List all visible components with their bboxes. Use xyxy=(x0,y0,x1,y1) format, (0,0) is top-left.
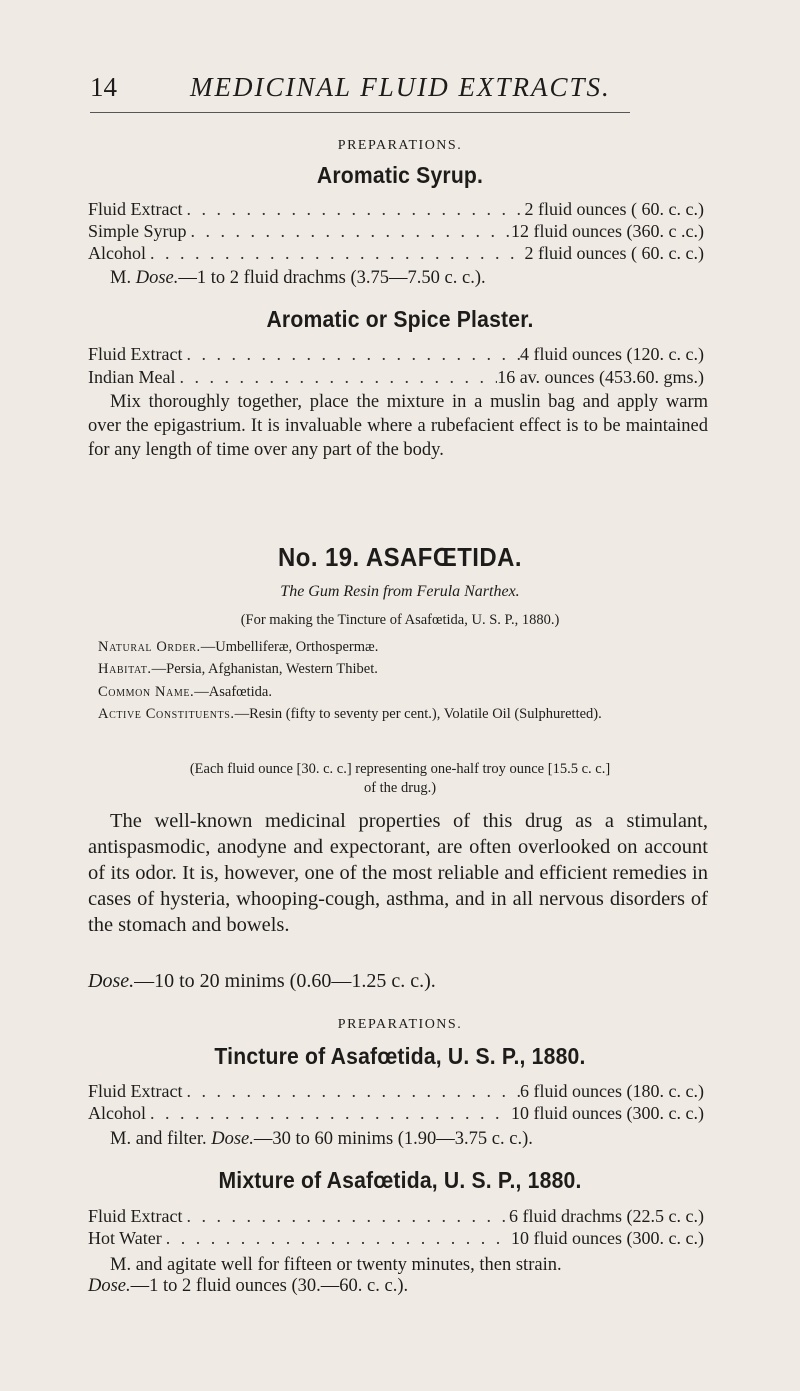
recipe-row xyxy=(88,243,704,267)
common-name xyxy=(98,683,718,702)
dose-label: Dose. xyxy=(211,1129,254,1149)
active-constituents xyxy=(98,705,728,724)
natural-order-value: —Umbelliferæ, Orthospermæ. xyxy=(200,639,379,655)
dose-label: Dose. xyxy=(135,268,179,288)
ingredient: Fluid Extract xyxy=(88,344,183,364)
ingredient: Alcohol xyxy=(88,243,146,263)
preparations-heading: PREPARATIONS. xyxy=(337,1017,463,1032)
plaster-instructions: Mix thoroughly together, place the mixture in a muslin bag and apply warm over the epigastrium. It is invaluable where a rubefacient effect is to be maintained for any length of time over any part of the body. xyxy=(88,392,708,460)
common-name-value: —Asafœtida. xyxy=(194,684,272,700)
ingredient: Fluid Extract xyxy=(88,199,183,219)
habitat-value: —Persia, Afghanistan, Western Thibet. xyxy=(151,661,378,677)
leader-dots xyxy=(162,1228,511,1252)
recipe-row xyxy=(88,199,704,223)
dose-text: —1 to 2 fluid ounces (30.—60. c. c.). xyxy=(130,1276,409,1296)
dose-line xyxy=(110,1129,710,1150)
each-note-line2: of the drug.) xyxy=(363,780,437,796)
constituents-value: —Resin (fifty to seventy per cent.), Volatile Oil (Sulphuretted). xyxy=(234,706,602,722)
amount: 10 fluid ounces (300. c. c.) xyxy=(511,1103,704,1123)
leader-dots xyxy=(146,1103,511,1127)
amount: 2 fluid ounces ( 60. c. c.) xyxy=(524,199,704,219)
header-rule xyxy=(90,112,630,113)
recipe-row xyxy=(88,344,704,368)
amount: 12 fluid ounces (360. c .c.) xyxy=(511,221,704,241)
mixture-instruction: M. and agitate well for fifteen or twenty minutes, then strain. xyxy=(110,1255,562,1275)
natural-order xyxy=(98,638,718,657)
dose-text: —30 to 60 minims (1.90—3.75 c. c.). xyxy=(253,1129,533,1149)
dose-label: Dose. xyxy=(88,1276,131,1296)
page-header xyxy=(90,72,630,108)
leader-dots xyxy=(182,1206,509,1230)
dose-text: —1 to 2 fluid drachms (3.75—7.50 c. c.). xyxy=(178,268,486,288)
habitat-label: Habitat. xyxy=(98,661,152,677)
leader-dots xyxy=(146,243,525,267)
recipe-row xyxy=(88,221,704,245)
constituents-label: Active Constituents. xyxy=(98,706,235,722)
preparations-heading: PREPARATIONS. xyxy=(337,138,463,153)
amount: 6 fluid ounces (180. c. c.) xyxy=(520,1081,704,1101)
ingredient: Fluid Extract xyxy=(88,1081,183,1101)
dose-prefix: M. and filter. xyxy=(110,1129,207,1149)
natural-order-label: Natural Order. xyxy=(98,639,201,655)
ingredient: Fluid Extract xyxy=(88,1206,183,1226)
page-number: 14 xyxy=(90,72,117,102)
dose-label: Dose. xyxy=(88,970,135,992)
recipe-row xyxy=(88,367,704,391)
drug-heading: No. 19. ASAFŒTIDA. xyxy=(278,542,522,572)
leader-dots xyxy=(182,1081,520,1105)
aromatic-syrup-title: Aromatic Syrup. xyxy=(316,162,484,188)
recipe-row xyxy=(88,1081,704,1105)
leader-dots xyxy=(182,199,524,223)
recipe-row xyxy=(88,1206,704,1230)
ingredient: Indian Meal xyxy=(88,367,176,387)
amount: 16 av. ounces (453.60. gms.) xyxy=(497,367,704,387)
ingredient: Alcohol xyxy=(88,1103,146,1123)
recipe-row xyxy=(88,1103,704,1127)
leader-dots xyxy=(175,367,497,391)
drug-dose xyxy=(88,970,688,993)
drug-description: The well-known medicinal properties of this drug as a stimulant, antispasmodic, anodyne and expectorant, are often overlooked on account of its odor. It is, however, one of the most reliable and efficient remedies in cases of hysteria, whooping-cough, asthma, and in all nervous disorders of the stomach and bowels. xyxy=(88,810,708,936)
tincture-title: Tincture of Asafœtida, U. S. P., 1880. xyxy=(214,1043,586,1069)
amount: 10 fluid ounces (300. c. c.) xyxy=(511,1228,704,1248)
spice-plaster-title: Aromatic or Spice Plaster. xyxy=(266,306,534,332)
dose-prefix: M. xyxy=(110,268,132,288)
dose-line xyxy=(110,268,710,289)
recipe-row xyxy=(88,1228,704,1252)
ingredient: Hot Water xyxy=(88,1228,162,1248)
each-note-line1: (Each fluid ounce [30. c. c.] representing one-half troy ounce [15.5 c. c.] xyxy=(189,761,611,777)
leader-dots xyxy=(187,221,512,245)
mixture-title: Mixture of Asafœtida, U. S. P., 1880. xyxy=(218,1167,582,1193)
drug-subtitle: The Gum Resin from Ferula Narthex. xyxy=(280,583,520,600)
habitat xyxy=(98,660,718,679)
dose-text: —10 to 20 minims (0.60—1.25 c. c.). xyxy=(134,970,436,992)
mixture-dose xyxy=(88,1276,688,1297)
running-title: MEDICINAL FLUID EXTRACTS. xyxy=(190,72,611,102)
common-name-label: Common Name. xyxy=(98,684,195,700)
amount: 2 fluid ounces ( 60. c. c.) xyxy=(524,243,704,263)
leader-dots xyxy=(182,344,520,368)
making-note: (For making the Tincture of Asafœtida, U. S. P., 1880.) xyxy=(240,612,560,628)
ingredient: Simple Syrup xyxy=(88,221,187,241)
amount: 4 fluid ounces (120. c. c.) xyxy=(520,344,704,364)
amount: 6 fluid drachms (22.5 c. c.) xyxy=(509,1206,704,1226)
